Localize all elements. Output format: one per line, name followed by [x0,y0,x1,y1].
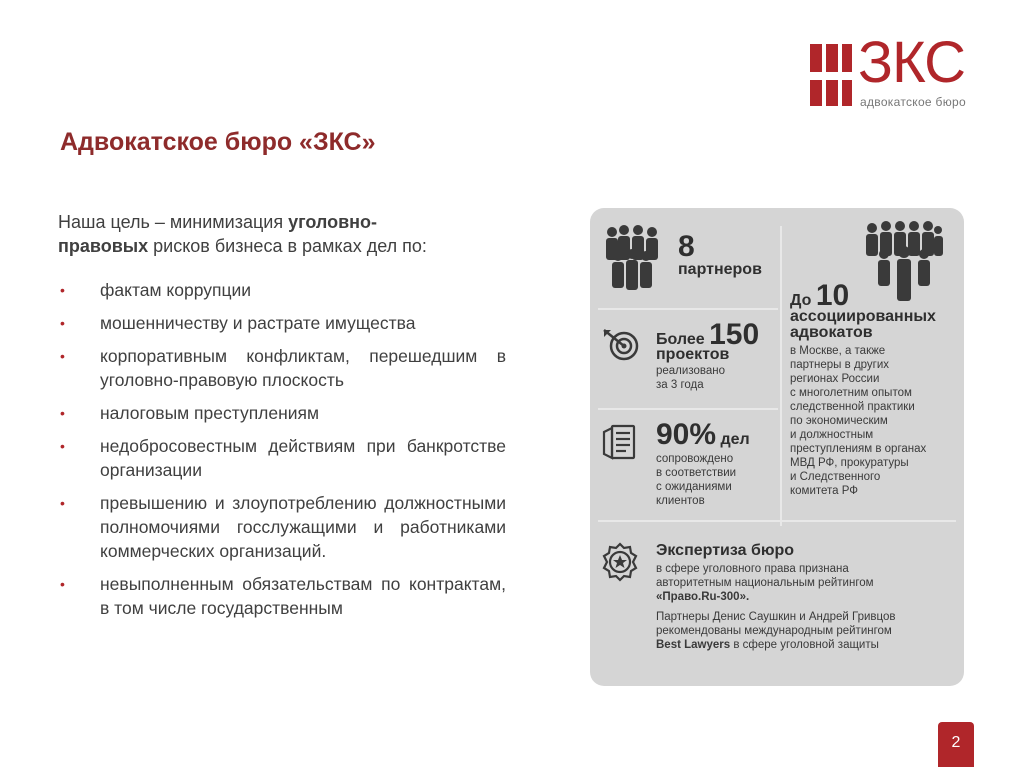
projects-description: реализовано за 3 года [656,365,725,391]
logo-wordmark: ЗКС [858,30,966,95]
intro-text: Наша цель – минимизация уголовно- правовых рисков бизнеса в рамках дел по: [58,212,427,256]
list-item: • невыполненным обязательствам по контрактам, в том числе государственным [60,574,506,618]
list-item: • мошенничеству и растрате имущества [60,313,416,333]
partners-count: 8 [678,230,695,263]
target-icon [602,326,640,364]
list-item: • недобросовестным действиям при банкротстве организации [60,436,506,480]
projects-heading: Более 150 [656,318,760,351]
risk-list [58,278,506,629]
list-item: • превышению и злоупотреблению должностными полномочиями госслужащими и работниками коммерческих организаций. [60,493,506,561]
logo-subtitle: адвокатское бюро [860,95,966,109]
company-logo [806,30,976,112]
lawyers-label-2: адвокатов [790,324,873,341]
document-icon [600,422,640,462]
expertise-description: в сфере уголовного права признана авторитетным национальным рейтингом «Право.Ru-300». Партнеры Денис Саушкин и Андрей Гривцов рекомендованы международным рейтингом Best Lawyers в сфере уголовной защиты [656,563,896,651]
lawyers-label-1: ассоциированных [790,308,936,325]
people-group-icon [602,224,662,296]
partners-label: партнеров [678,261,762,278]
lawyers-description: в Москве, а также партнеры в других регионах России с многолетним опытом следственной практики по экономическим и должностным преступлениям в органах МВД РФ, прокуратуры и Следственного комитета РФ [790,345,927,497]
infographic-card [590,208,964,686]
list-item: • налоговым преступлениям [60,403,320,423]
projects-label: проектов [656,346,730,363]
cases-heading: 90% дел [656,418,750,451]
list-item: • корпоративным конфликтам, перешедшим в уголовно-правовую плоскость [60,346,506,390]
cases-description: сопровождено в соответствии с ожиданиями клиентов [656,453,737,507]
lawyers-heading: До 10 [790,279,850,312]
logo-mark-icon [810,44,852,106]
list-item: • фактам коррупции [60,280,252,300]
team-icon [864,220,944,304]
page-number: 2 [938,722,974,767]
page-title: Адвокатское бюро «ЗКС» [60,128,376,156]
award-badge-icon [600,542,640,586]
expertise-title: Экспертиза бюро [656,542,795,559]
